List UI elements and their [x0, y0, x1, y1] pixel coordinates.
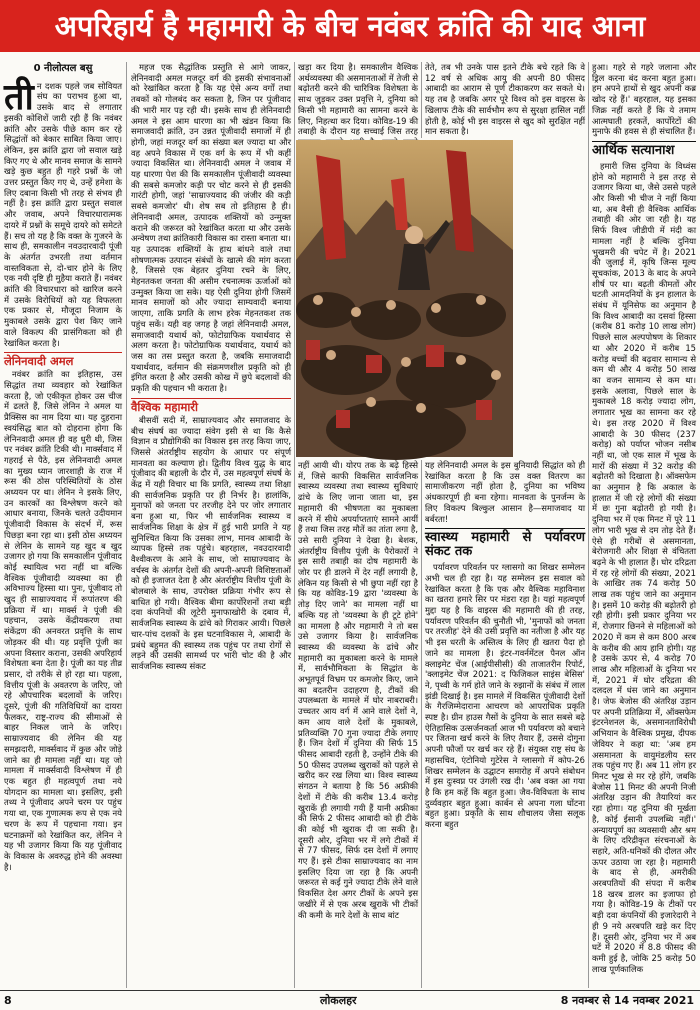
intro-text: न दशक पहले जब सोवियत संघ का पराभव हुआ था, उसके बाद से लगातार इसकी कोशिशें जारी रही हैं कि नवंबर क्रांति और उसके पीछे काम कर रहे सिद्धांतों को बेकार साबित किया जाए। लेकिन, इस क्रांति द्वारा जो सवाल खड़े किए गए थे और मानव समाज के सामने खड़े कुछ बहुत ही गहरे प्रश्नों के जो उत्तर प्रस्तुत किए गए थे, उन्हें हमेशा के लिए दबाना किसी भी तरह से संभव ही नहीं है। इस क्रांति द्वारा प्रस्तुत सवाल और जवाब, अपने विचारधारात्मक दायरे में प्रश्नों के समूचे दायरे को समेटते हैं। सच तो यह है कि वक्त के गुजरने के साथ ही, समकालीन नवउदारवादी पूंजी के अंतर्गत उभरती तथा वर्तमान वास्तविकता से, दो-चार होने के लिए एक नयी दृष्टि ही मुहैया कराते हैं। नवंबर क्रांति की विचारधारा को खारिज करने में उसके विरोधियों को यह विफलता एक प्रकार से, मौजूदा निजाम के मुकाबले उसके द्वारा पेश किए जाने वाले विकल्प की प्रासंगिकता को ही रेखांकित करता है। [4, 80, 123, 348]
body-paragraph: खड़ा कर दिया है। समकालीन वैश्विक अर्थव्यवस्था की असमानताओं में तेजी से बढ़ोतरी करने की चारित्रिक विशेषता के साथ जुड़कर उक्त प्रवृत्ति ने, दुनिया को किसी भी महामारी का सामना करने के लिए, निहत्था कर दिया। कोविड-19 की तबाही के दौरान यह सच्चाई जिस तरह [298, 62, 418, 137]
body-paragraph: हुआ। गहरे से गहरे जलाना और ड्रिल करना बंद करना बहुत हुआ। हम अपने हाथों से खुद अपनी कब्र खोद रहे हैं।' बहरहाल, यह इसका जिक्र नहीं करते हैं कि ये तमाम आत्मघाती हरकतें, कार्पोरेटों की मुनाफे की हवस से ही संचालित हैं। [592, 62, 696, 137]
intro-paragraph [4, 76, 123, 349]
issue-date: 8 नवम्बर से 14 नवम्बर 2021 [560, 994, 694, 1007]
drop-cap: ती [4, 76, 34, 118]
revolution-painting [296, 140, 513, 457]
body-paragraph: हमारी जिस दुनिया के विध्वंस होने को महामारी ने इस तरह से उजागर किया था, जैसे उससे पहले और किसी भी चीज ने नहीं किया था, अब वैसी ही वैश्विक आर्थिक तबाही की ओर जा रही है। यह सिर्फ विश्व जीडीपी में मंदी का मामला नहीं है बल्कि दुनिया भुखमरी की चपेट में है। 2021 की जुलाई में, कृषि जिन्स मूल्य सूचकांक, 2013 के बाद के अपने शीर्ष पर था। बढ़ती कीमतों और घटती आमदनियों के इन हालात के संबंध में यूनिसेफ का अनुमान है कि विश्व आबादी का दसवां हिस्सा (करीब 81 करोड़ 10 लाख लोग) पिछले साल अल्पपोषण के शिकार था और 2020 में करीब 15 करोड़ बच्चों की बढ़वार सामान्य से कम थी और 4 करोड़ 50 लाख का वजन सामान्य से कम था। इसके अलावा, पिछले साल के मुकाबले 18 करोड़ ज्यादा लोग, लगातार भूख का सामना कर रहे थे। इस तरह 2020 में विश्व आबादी के 30 फीसद (237 करोड़) को पर्याप्त भोजन नसीब नहीं था, जो एक साल में भूख के मारों की संख्या में 32 करोड़ की बढ़ोतरी को दिखाता है। ऑक्सफेम का अनुमान है कि अकाल के हालात में जी रहे लोगों की संख्या में छः गुना बढ़ोतरी हो गयी है। दुनिया भर में एक मिनट में पूरे 11 लोग भारी भूख से दम तोड़ देते हैं। ऐसे ही गरीबों से असमानता, बेरोजगारी और शिक्षा से वंचितता बढ़ने के भी हालात हैं। घोर दरिद्रता में रह रहे लोगों की संख्या, 2021 के आखिर तक 74 करोड़ 50 लाख तक पहुंच जाने का अनुमान है। इसमें 10 करोड़ की बढ़ोतरी हो रही होगी। इसी प्रकार दुनिया भर में, रोजगार छिनने से महिलाओं को 2020 में कम से कम 800 अरब के करीब की आय हानि होगी। यह है उसके ऊपर से, 4 करोड़ 70 लाख और महिलाओं के दुनिया भर में, 2021 में घोर दरिद्रता की दलदल में धंस जाने का अनुमान है। जेफ बेजोस की अंतरिक्ष उड़ान पर अपनी प्रतिक्रिया में, ऑक्सफेम इंटरनेशनल के, असमानताविरोधी अभियान के वैश्विक प्रमुख, दीपक जेवियर ने कहा था: 'अब हम असमानता के वायुमंडलीय स्तर तक पहुंच गए हैं। अब 11 लोग हर मिनट भूख से मर रहे होंगे, जबकि बेजोस 11 मिनट की अपनी निजी अंतरिक्ष उड़ान की तैयारियां कर रहा होगा। यह दुनिया की मूर्खता है, कोई ईसानी उपलब्धि नहीं।' अन्यायपूर्ण का व्यवसायी और श्रम के लिए दरिद्रीकृत संरचनाओं के सहारे, अति-धनिकों की दौलत और ऊपर उठाया जा रहा है। महामारी के बाद से ही, अमरीकी अरबपतियों की संपदा में करीब 18 खरब डालर का इजाफा हो गया है। कोविड-19 के टीकों पर बड़ी दवा कंपनियों की इजारेदारी ने ही 9 नये अरबपति खड़े कर दिए हैं। दूसरी ओर, दुनिया भर में अब घटें में 2020 में 8.8 फीसद की कमी हुई है, जोकि 25 करोड़ 50 लाख पूर्णकालिक [592, 160, 696, 974]
column-divider [126, 62, 127, 988]
article-column-4-bottom [425, 460, 585, 988]
headline: अपरिहार्य है महामारी के बीच नवंबर क्रांति की याद आना [54, 9, 646, 43]
publication-name: लोकलहर [320, 994, 357, 1007]
article-column-5 [592, 62, 696, 988]
subhead-economic-ruin: आर्थिक सत्यानाश [592, 141, 696, 158]
subhead-global-pandemic: वैश्विक महामारी [131, 398, 291, 413]
column-divider [421, 62, 422, 138]
column-divider [588, 62, 589, 988]
headline-banner [0, 0, 700, 52]
article-column-4-top [425, 62, 585, 138]
body-paragraph: पर्यावरण परिवर्तन पर ग्लासगो का शिखर सम्मेलन अभी चल ही रहा है। यह सम्मेलन इस सवाल को रेखांकित करता है कि एक और वैश्विक महाविनाश का खतरा हमारे सिर पर मंडरा रहा है। यहां महत्वपूर्ण मुद्दा यह है कि वाइरस की महामारी की ही तरह, पर्यावरण परिवर्तन की चुनौती भी, 'मुनाफों को जनता पर तरजीह' देने की उसी प्रवृत्ति का नतीजा है और यह भी इस धरती के अस्तित्व के लिए ही खतरा पैदा हो जाने का मामला है। इंटर-गवर्नमेंटल पैनल ऑन क्लाइमेट चेंज (आईपीसीसी) की ताजातरीन रिपोर्ट, 'क्लाइमेट चेंज 2021: द फिजिकल साइंस बेसिस' ने, पृथ्वी के गर्म होते जाने के रुझानों के संबंध में लाल झंडी दिखाई है। इस मामले में विकसित पूंजीवादी देशों के गैरजिम्मेदाराना आचरण को आपराधिक प्रकृति स्पष्ट है। ग्रीन हाउस गैसों के दुनिया के सात सबसे बढ़े ऐतिहासिक उत्सर्जनकर्ता आज भी पर्यावरण को बचाने पर जितना खर्च करने के लिए तैयार हैं, उससे दोगुना अपनी फौजों पर खर्च कर रहे हैं। संयुक्त राष्ट्र संघ के महासचिव, एंटोनियो गुटेरेस ने ग्लासगो में कोप-26 शिखर सम्मेलन के उद्घाटन समारोह में अपने संबोधन में इस दुःस्वप्न पर उंगली रख दी। 'अब वक्त आ गया है कि हम कहें कि बहुत हुआ। जैव-विविधता के साथ दुर्व्यवहार बहुत हुआ। कार्बन से अपना गला घोंटना बहुत हुआ। प्रकृति के साथ शौचालय जैसा सलूक करना बहुत [425, 562, 585, 830]
body-paragraph: यह लेनिनवादी अमल के इस बुनियादी सिद्धांत को ही रेखांकित करता है कि उस वक्त वितरण का सामाजीकरण नहीं होता है, दुनिया का भविष्य अंधकारपूर्ण ही बना रहेगा। मानवता के पुनर्जन्म के लिए विकल्प बिल्कुल आसान है—समाजवाद या बर्बरता! [425, 460, 585, 524]
page-number: 8 [4, 994, 12, 1007]
body-paragraph: नहीं आयी थी। योरप तक के बढ़े हिस्से में, जिसे काफी विकसित सार्वजनिक स्वास्थ्य व्यवस्था तथा स्वास्थ्य सुविधाएं ढांचे के लिए जाना जाता था, इस महामारी की भीषणता का मुकाबला करने में सीधे अपर्याप्तताएं सामने आयीं हैं तथा जिस तरह मौतें का तांता लगा है, उसे सारी दुनिया ने देखा है। बेशक, अंतर्राष्ट्रीय वित्तीय पूंजी के पैरोकारों ने इस सारी तबाही का दोष महामारी के जोर पर ही डालने में देर नहीं लगायी है, लेकिन यह किसी से भी छुपा नहीं रहा है कि यह कोविड-19 द्वारा 'व्यवस्था के तोड़ दिए जाने' का मामला नहीं था बल्कि यह तो 'व्यवस्था के ही टूटे होने' का मामला है और महामारी ने तो बस उसे उजागर किया है। सार्वजनिक स्वास्थ्य की व्यवस्था के ढांचे और महामारी का मुकाबला करने के मामले में, सार्वभौमिकता के सिद्धांत के अभूतपूर्व विभ्रम पर कमजोर किए, जाने का बदतरीन उदाहरण है, टीकों की उपलब्धता के मामले में घोर नाबराबरी। उच्चतर आय वर्ग में आने वाले देशों ने, कम आय वाले देशों के मुकाबले, प्रतिव्यक्ति 70 गुना ज्यादा टीके लगाए हैं। जिन देशों में दुनिया की सिर्फ 15 फीसद आबादी रहती है, उन्होंने टीके की 50 फीसद उपलब्ध खुराकों को पहले से खरीद कर रख लिया था। विश्व स्वास्थ्य संगठन ने बताया है कि 56 अफ्रीकी देशों में टीके की करीब 13.4 करोड़ खुराकें ही लगायी गयी हैं यानी अफ्रीका की सिर्फ 2 फीसद आबादी को ही टीके की कोई भी खुराक दी जा सकी है। दूसरी ओर, दुनिया भर में लगे टीकों में से 77 फीसद, सिर्फ दस देशों में लगाए गए हैं। इसे टीका साम्राज्यवाद का नाम इसलिए दिया जा रहा है कि अपनी जरूरत से कई गुने ज्यादा टीके लेने वाले विकसित देश अगर टीकों के अपने इस जखीरे में से एक अरब खुराकें भी टीकों की कमी के मारे देशों के साथ बांट [298, 460, 418, 920]
column-divider [421, 460, 422, 988]
article-column-1 [4, 62, 122, 988]
subhead-leninist-practice: लेनिनवादी अमल [4, 352, 122, 367]
page-footer [0, 990, 700, 1010]
painting-illustration [296, 140, 513, 457]
body-paragraph: महज एक सैद्धांतिक प्रस्तुति से आगे जाकर, लेनिनवादी अमल मजदूर वर्ग की इसकी संभावनाओं को रेखांकित करता है कि यह ऐसे अन्य वर्गों तथा तबकों को गोलबंद कर सकता है, जिन पर पूंजीवाद की भारी मार पड़ रही थी। इसके साथ ही लेनिनवादी अमल ने इस आम धारणा का भी खंडन किया कि समाजवादी क्रांति, उन उन्नत पूंजीवादी समाजों में ही होगी, जहां मजदूर वर्ग का संख्या बल ज्यादा था और वह अपने विकास में एक वर्ग के रूप में भी कहीं ज्यादा विकसित था। लेनिनवादी अमल ने जवाब में यह धारणा पेश की कि समकालीन पूंजीवादी व्यवस्था की सबसे कमजोर कड़ी पर चोट करने से ही इसकी गारंटी होगी, जहां 'साम्राज्यवाद की जंजीर की कड़ी सबसे कमजोर' थी। शेष सब तो इतिहास है ही। लेनिनवादी अमल, उत्पादक शक्तियों को उन्मुक्त कराने की जरूरत को रेखांकित करता था और उसके अन्वेषण तथा क्रांतिकारी विकास का रास्ता बनाता था। यह उत्पादक शक्तियों के हाथ बांधने वाले तथा शोषणात्मक उत्पादन संबंधों के खात्मे की मांग करता है, जिससे एक बेहतर दुनिया रचने के लिए, मेहनतकश जनता की असीम रचनात्मक ऊर्जाओं को उन्मुक्त किया जा सके। यह ऐसी दुनिया होगी जिसमें मानव समाजों को और ज्यादा साम्यवादी बनाया जाएगा, ताकि प्रगति के लाभ हरेक मेहनतकश तक पहुंच सकें। यही वह जगह है जहां लेनिनवादी अमल, समाजवादी यथार्थ को, फोटोग्राफिक यथार्थवाद से अलग करता है। फोटोग्राफिक यथार्थवाद, यथार्थ को जस का तस प्रस्तुत करता है, जबकि समाजवादी यथार्थवाद, वर्तमान की संक्रमणशील प्रकृति को ही इंगित करता है और उसकी कोख में छुपे बदलावों की प्रकृति की पहचान भी कराता है। [131, 62, 291, 394]
body-paragraph: बीसवीं सदी में, साम्राज्यवाद और समाजवाद के बीच संघर्ष का ज्यादा संवेग इसी से था कि कैसे विज्ञान व प्रौद्योगिकी का विकास इस तरह किया जाए, जिससे अंतर्राष्ट्रीय सहयोग के आधार पर संपूर्ण मानवता का कल्याण हो। द्वितीय विश्व युद्ध के बाद पूंजीवाद की बहाली के दौर में, उस महत्वपूर्ण संघर्ष के केंद्र में यही विचार था कि प्रगति, स्वास्थ्य तथा शिक्षा की सार्वजनिक प्रकृति पर ही निर्भर है। हालांकि, मुनाफों को जनता पर तरजीह देने पर जोर लगातार बना हुआ था, फिर भी सार्वजनिक स्वास्थ्य व सार्वजनिक शिक्षा के क्षेत्र में हुई भारी प्रगति ने यह सुनिश्चित किया कि उसका लाभ, मानव आबादी के व्यापक हिस्से तक पहुंचे। बहरहाल, नवउदारवादी वैश्वीकरण के आने के साथ, जो साम्राज्यवाद के वर्चस्व के अंतर्गत देशों की अपनी-अपनी विशिष्टताओं को ही इजाजत देता है और अंतर्राष्ट्रीय वित्तीय पूंजी के बोलबाले के साथ, उपरोक्त प्रक्रिया गंभीर रूप से बाधित हो गयी। वैश्विक बीमा कार्पोरेशनों तथा बड़ी दवा कंपनियों की लूटेरी मुनाफाखोरी के दबाव में, सार्वजनिक स्वास्थ्य के ढांचे को गिराकर आयी। पिछले चार-पांच दशकों के इस घटनाविकास ने, आबादी के प्रबंधे बहुमत की स्वास्थ्य तक पहुंच पर तथा रोगों से लड़ने की उसकी सामर्थ्य पर भारी चोट की है और सार्वजनिक स्वास्थ्य संकट [131, 414, 291, 671]
article-column-2 [131, 62, 291, 988]
column-divider [294, 62, 295, 988]
body-paragraph: नवंबर क्रांति का इतिहास, उस सिद्धांत तथा व्यवहार को रेखांकित करता है, जो एकीकृत होकर उस चीज में ढलते हैं, जिसे लेनिन ने अमल या प्रैक्सिस का नाम दिया था। यह दुहराना स्वयंसिद्ध बात को दोहराना होगा कि लेनिनवादी अमल ही वह धुरी थी, जिस पर नवंबर क्रांति टिकी थी। मार्क्सवाद में गहराई से पैठे, इस लेनिनवादी अमल का मुख्य ध्यान जारशाही के राज में रूस की ठोस परिस्थितियों के ठोस अध्ययन पर था। लेनिन ने इसके लिए, उन कारकों का विश्लेषण करने को आधार बनाया, जिनके चलते उदीयमान पूंजीवादी विकास के संदर्भ में, रूस पिछड़ा बना रहा था। इसी ठोस अध्ययन से लेनिन के सामने यह खुद ब खुद उजागर हो गया कि समकालीन पूंजीवाद कोई स्थायित्व भरा नहीं था बल्कि वैश्विक पूंजीवादी व्यवस्था का ही अविभाज्य हिस्सा था। पुनः, पूंजीवाद तो खुद ही साम्राज्यवाद में रूपांतरण की प्रक्रिया में था। मार्क्स ने पूंजी की पहचान, उसके केंद्रीयकरण तथा संकेंद्रण की अनवरत प्रवृत्ति के साथ जोड़कर की थी। यह प्रवृत्ति पूंजी का अपना विस्तार कराना, उसकी अपरिहार्य विशेषता बना देता है। पूंजी का यह तीव्र प्रसार, दो तरीके से हो रहा था। पहला, वित्तीय पूंजी के अवतरण के जरिए, जो रहे औपचारिक बदलावों के जरिए। दूसरे, पूंजी की गतिविधियों का दायरा फैलकर, राष्ट्र-राज्य की सीमाओं से बाहर निकल जाने के जरिए। साम्राज्यवाद की लेनिन की यह समझदारी, मार्क्सवाद में कुछ और जोड़े जाने का ही मामला नहीं था। यह जो मामला में मार्क्सवादी विश्लेषण में ही एक बहुत ही महत्वपूर्ण तथा नये योगदान का मामला था। इसलिए, इसी तथ्य ने पूंजीवाद अपने चरम पर पहुंच गया था, एक गुणात्मक रूप से एक नये चरण के रूप में पहचाना गया। इन घटनाक्रमों को रेखांकित कर, लेनिन ने यह भी उजागर किया कि यह पूंजीवाद के विकास के अवरुद्ध होने की अवस्था है। [4, 369, 122, 872]
subhead-health-to-environment: स्वास्थ्य महामारी से पर्यावरण संकट तक [425, 530, 585, 560]
article-column-3-bottom [298, 460, 418, 988]
byline: 0 नीलोत्पल बसु [33, 63, 93, 74]
body-paragraph: तेते, तब भी उनके पास इतने टीके बचे रहते कि वे 12 वर्ष से अधिक आयु की अपनी 80 फीसद आबादी का आराम से पूर्ण टीकाकरण कर सकते थे। यह तब है जबकि अगर पूरे विश्व को इस वाइरस के खिलाफ टीके की सार्वभौम रूप से सुरक्षा हासिल नहीं होती है, कोई भी इस वाइरस से खुद को सुरक्षित नहीं मान सकता है। [425, 62, 585, 137]
article-column-3-top [298, 62, 418, 138]
